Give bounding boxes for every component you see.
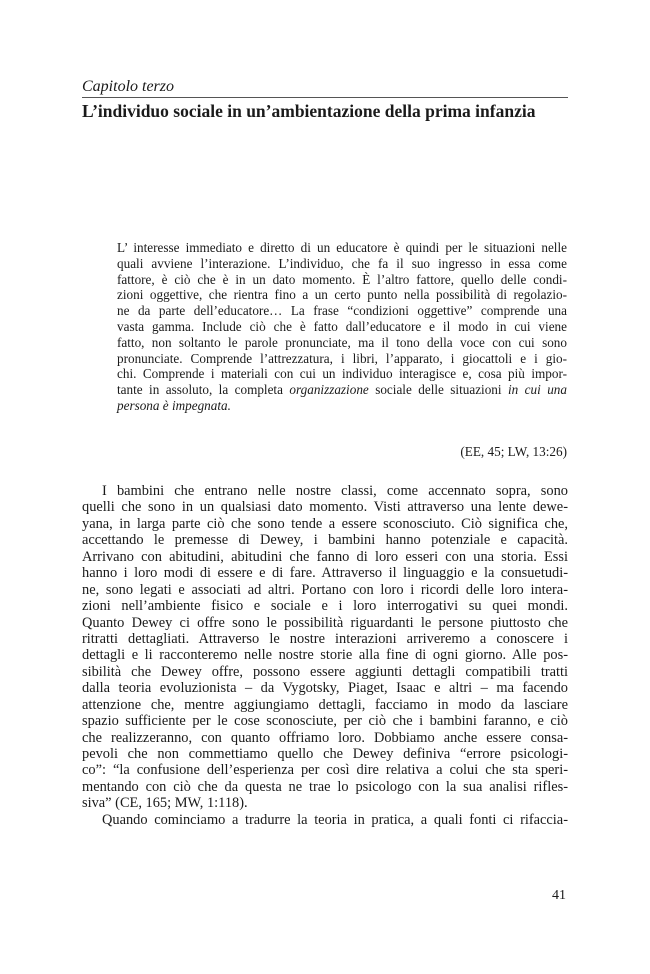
body-line: co”: “la confusione dell’esperienza per così dire relativa a colui che sta speri- — [82, 762, 568, 779]
body-line: dettagli e li racconteremo nelle nostre storie alla fine di ogni giorno. Alle pos- — [82, 647, 568, 664]
body-line: I bambini che entrano nelle nostre classi, come accennato sopra, sono — [102, 483, 568, 499]
quote-line: zioni oggettive, che rientra fino a un certo punto nella possibilità di regolazio- — [117, 287, 567, 303]
body-text — [82, 483, 568, 828]
quote-line: vasta gamma. Include ciò che è fatto dall’educatore e il modo in cui viene — [117, 318, 567, 334]
quote-emphasis: persona è impegnata. — [117, 397, 231, 413]
quote-line — [117, 382, 567, 398]
quote-line: chi. Comprende i materiali con cui un individuo interagisce e, cosa più impor- — [117, 366, 567, 382]
quote-emphasis: in cui una — [508, 382, 567, 398]
body-line: yana, in larga parte ciò che sono tende a essere sconosciuto. Ciò significa che, — [82, 515, 568, 532]
quote-line: fattore, è ciò che è in un dato momento. È l’altro fattore, quello delle condi- — [117, 271, 567, 287]
quote-text: tante in assoluto, la completa — [117, 382, 290, 398]
chapter-label: Capitolo terzo — [82, 78, 175, 95]
chapter-title: L’individuo sociale in un’ambientazione della prima infanzia — [82, 101, 536, 121]
quote-text: sociale delle situazioni — [368, 382, 508, 398]
body-line: zioni nell’ambiente fisico e sociale e i loro interrogativi su quei mondi. — [82, 598, 568, 615]
body-line: spazio sufficiente per le cose sconosciute, per ciò che i bambini faranno, e ciò — [82, 713, 568, 730]
quote-line: fatto, non soltanto le parole pronunciate, ma il tono della voce con cui sono — [117, 334, 567, 350]
body-line: accettando le premesse di Dewey, i bambini hanno potenziale e capacità. — [82, 532, 568, 549]
body-line: mentando con ciò che da questa ne trae lo psicologo con la sua analisi rifles- — [82, 778, 568, 795]
body-line: hanno i loro modi di essere e di fare. Attraverso il linguaggio e la consuetudi- — [82, 565, 568, 582]
quote-line — [117, 398, 567, 414]
body-line: Arrivano con abitudini, abitudini che fanno di loro esseri con una storia. Essi — [82, 548, 568, 565]
quote-line: L’ interesse immediato e diretto di un educatore è quindi per le situazioni nelle — [117, 240, 567, 255]
header-rule — [82, 97, 568, 98]
body-line: siva” (CE, 165; MW, 1:118). — [82, 795, 248, 812]
body-line: Quando cominciamo a tradurre la teoria in pratica, a quali fonti ci rifaccia- — [102, 811, 568, 828]
page-number: 41 — [552, 888, 566, 903]
quote-line: ne da parte dell’educatore… La frase “condizioni oggettive” comprende una — [117, 303, 567, 319]
body-line: ne, sono legati e associati ad altri. Portano con loro i ricordi delle loro intera- — [82, 581, 568, 598]
body-line: sibilità che Dewey offre, possono essere aggiunti dettagli compatibili tratti — [82, 663, 568, 680]
body-line: quelli che sono in un qualsiasi dato momento. Visti attraverso una lente dewe- — [82, 499, 568, 516]
quote-line: pronunciate. Comprende l’attrezzatura, i libri, l’apparato, i giocattoli e i gio- — [117, 350, 567, 366]
body-line: che realizzeranno, con quanto offriamo loro. Dobbiamo anche essere consa- — [82, 729, 568, 746]
body-line: attenzione che, mentre aggiungiamo dettagli, facciamo in modo da lasciare — [82, 696, 568, 713]
body-line: dalla teoria evoluzionista – da Vygotsky, Piaget, Isaac e altri – ma facendo — [82, 680, 568, 697]
quote-citation: (EE, 45; LW, 13:26) — [460, 444, 567, 459]
body-line: pevoli che non commettiamo quello che Dewey definiva “errore psicologi- — [82, 746, 568, 762]
body-line: ritratti dettagliati. Attraverso le nostre interazioni arriveremo a conoscere i — [82, 630, 568, 647]
quote-emphasis: organizzazione — [289, 382, 369, 398]
body-line: Quanto Dewey ci offre sono le possibilità riguardanti le persone piuttosto che — [82, 614, 568, 631]
quote-line: quali avviene l’interazione. L’individuo, che fa il suo ingresso in essa come — [117, 255, 567, 271]
block-quote — [117, 240, 567, 414]
